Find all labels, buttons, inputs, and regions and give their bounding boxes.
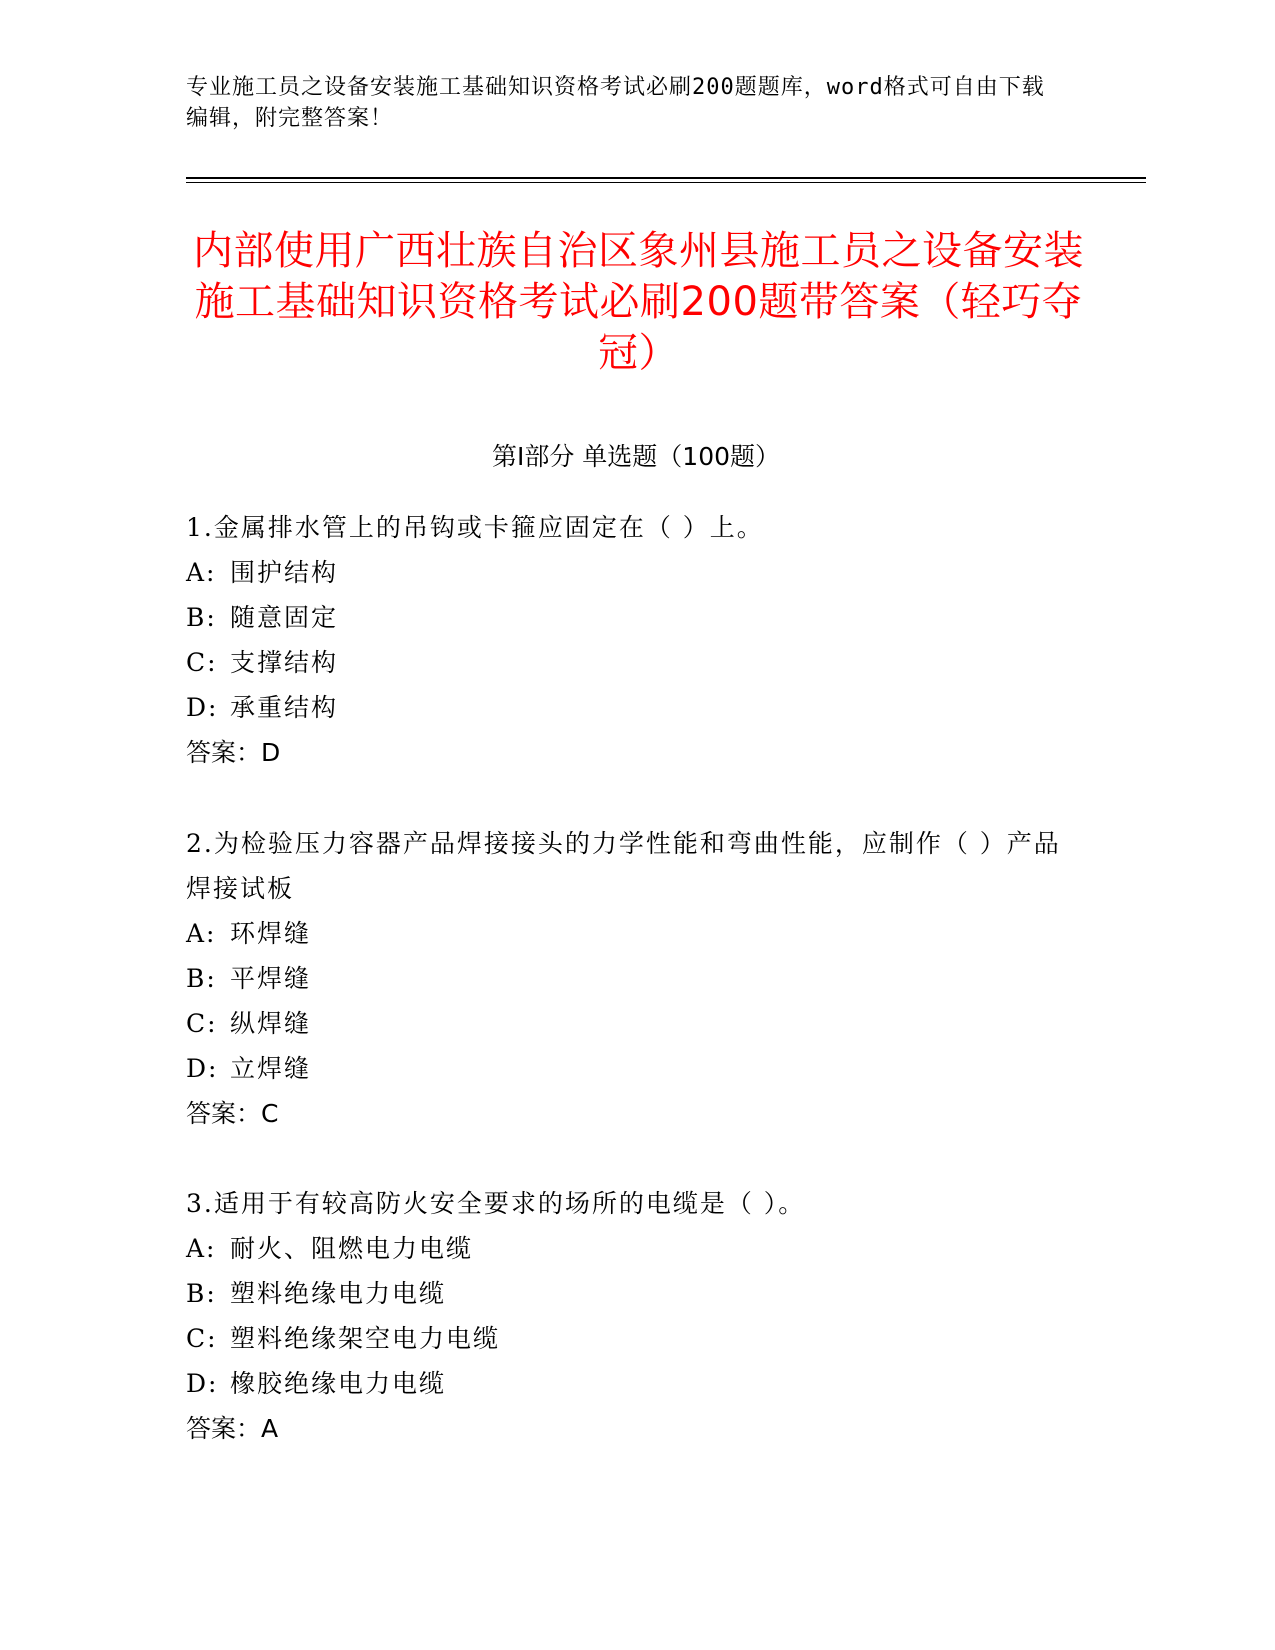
option-key: C: [186, 1324, 218, 1353]
answer: 答案：A [186, 1414, 279, 1443]
option-b [186, 956, 1066, 1001]
question-2 [186, 821, 1066, 1136]
option-d [186, 1361, 1066, 1406]
option-a [186, 1226, 1066, 1271]
option-key: A: [186, 558, 217, 587]
option-text: 围护结构 [230, 558, 339, 587]
option-key: C: [186, 1009, 218, 1038]
question-stem: 1.金属排水管上的吊钩或卡箍应固定在（ ）上。 [186, 513, 764, 542]
option-text: 塑料绝缘架空电力电缆 [230, 1324, 501, 1353]
option-text: 支撑结构 [230, 648, 339, 677]
question-1 [186, 505, 1066, 775]
section-heading: 第I部分 单选题（100题） [491, 442, 781, 471]
option-text: 耐火、阻燃电力电缆 [230, 1234, 474, 1263]
document-title: 内部使用广西壮族自治区象州县施工员之设备安装施工基础知识资格考试必刷200题带答案（轻巧夺冠） [193, 228, 1084, 376]
option-a [186, 911, 1066, 956]
option-c [186, 1316, 1066, 1361]
header-divider-thick [186, 177, 1146, 179]
option-key: D: [186, 1369, 219, 1398]
option-key: D: [186, 1054, 219, 1083]
option-c [186, 1001, 1066, 1046]
option-b [186, 595, 1066, 640]
option-key: C: [186, 648, 218, 677]
option-text: 环焊缝 [230, 919, 312, 948]
answer: 答案：D [186, 738, 281, 767]
option-key: B: [186, 964, 217, 993]
option-b [186, 1271, 1066, 1316]
answer: 答案：C [186, 1099, 279, 1128]
option-key: D: [186, 693, 219, 722]
option-text: 承重结构 [230, 693, 339, 722]
option-d [186, 685, 1066, 730]
option-key: B: [186, 603, 217, 632]
question-stem: 2.为检验压力容器产品焊接接头的力学性能和弯曲性能，应制作（ ）产品焊接试板 [186, 829, 1061, 903]
option-a [186, 550, 1066, 595]
option-text: 塑料绝缘电力电缆 [230, 1279, 447, 1308]
option-key: A: [186, 1234, 217, 1263]
option-text: 纵焊缝 [230, 1009, 312, 1038]
header-note: 专业施工员之设备安装施工基础知识资格考试必刷200题题库，word格式可自由下载编辑，附完整答案！ [186, 75, 1045, 131]
option-text: 随意固定 [230, 603, 339, 632]
header-divider-thin [186, 182, 1146, 183]
question-3 [186, 1181, 1066, 1451]
option-key: B: [186, 1279, 217, 1308]
option-d [186, 1046, 1066, 1091]
option-text: 立焊缝 [230, 1054, 312, 1083]
option-text: 平焊缝 [230, 964, 312, 993]
option-key: A: [186, 919, 217, 948]
option-c [186, 640, 1066, 685]
question-stem: 3.适用于有较高防火安全要求的场所的电缆是（ ）。 [186, 1189, 806, 1218]
option-text: 橡胶绝缘电力电缆 [230, 1369, 447, 1398]
